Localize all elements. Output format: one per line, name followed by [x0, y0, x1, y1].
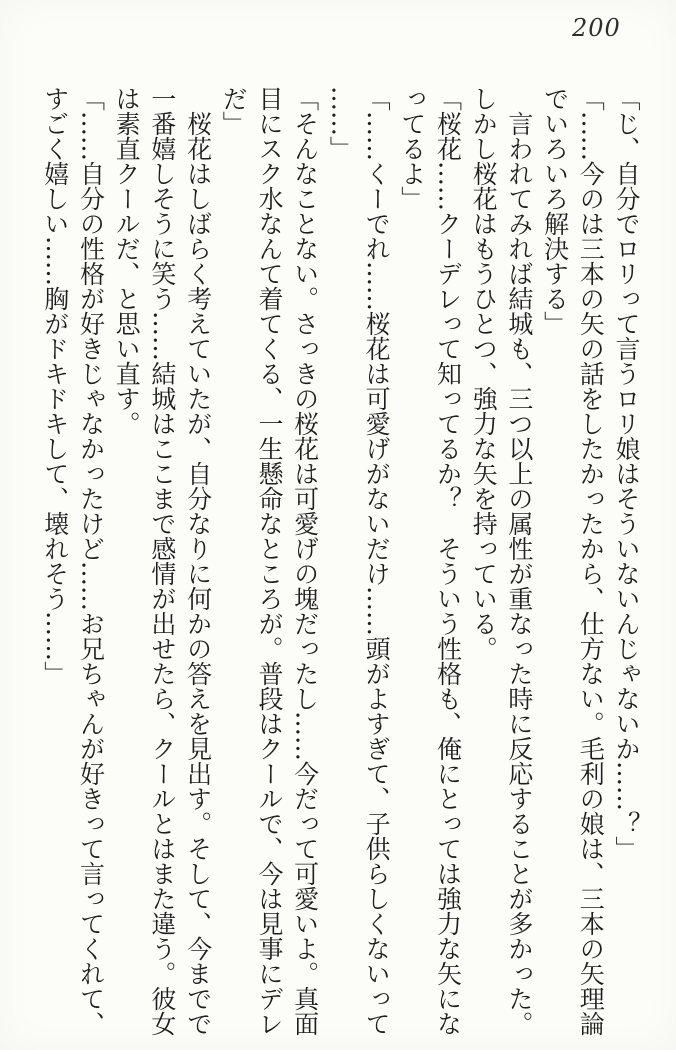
text-line: 「……自分の性格が好きじゃなかったけど……お兄ちゃんが好きって言ってくれて、 — [76, 86, 106, 1036]
text-line: ……」 — [326, 86, 356, 161]
text-line: 目にスク水なんて着てくる、一生懸命なところが。普段はクールで、今は見事にデレ — [254, 86, 284, 1036]
text-line: しかし桜花はもうひとつ、強力な矢を持っている。 — [469, 86, 499, 661]
text-line: 言われてみれば結城も、三つ以上の属性が重なった時に反応することが多かった。 — [504, 111, 534, 1036]
text-line: 「じ、自分でロリって言うロリ娘はそういないんじゃないか……？」 — [612, 86, 641, 861]
text-line: すごく嬉しい……胸がドキドキして、壊れそう……」 — [40, 86, 70, 686]
text-line: 桜花はしばらく考えていたが、自分なりに何かの答えを見出す。そして、今までで — [183, 111, 213, 1036]
page-number: 200 — [572, 14, 621, 42]
text-line: だ」 — [219, 86, 249, 136]
text-block — [37, 86, 644, 1040]
text-line: 「そんなことない。さっきの桜花は可愛げの塊だったし……今だって可愛いよ。真面 — [290, 86, 320, 1036]
text-line: 一番嬉しそうに笑う……結城はここまで感情が出せたら、クールとはまた違う。彼女 — [147, 86, 177, 1036]
text-line: 「……今のは三本の矢の話をしたかったから、仕方ない。毛利の娘は、三本の矢理論 — [576, 86, 606, 1036]
text-line: 「桜花……クーデレって知ってるか？ そういう性格も、俺にとっては強力な矢にな — [433, 86, 463, 1036]
text-line: でいろいろ解決する」 — [540, 86, 570, 336]
text-line: ってるよ」 — [397, 86, 427, 211]
text-line: 「……くーでれ……桜花は可愛げがないだけ……頭がよすぎて、子供らしくないって — [362, 86, 392, 1036]
text-line: は素直クールだ、と思い直す。 — [112, 86, 142, 436]
